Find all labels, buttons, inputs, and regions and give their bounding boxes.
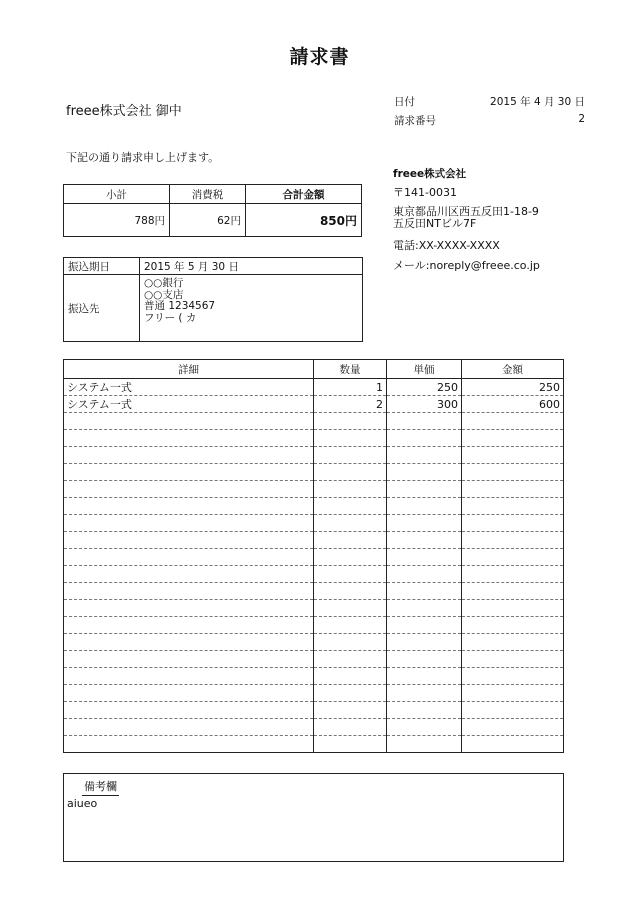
cell-description: システム一式	[64, 379, 314, 396]
cell-quantity	[314, 600, 387, 617]
cell-quantity	[314, 702, 387, 719]
bank-name: ○○銀行	[144, 277, 184, 289]
cell-amount: 250	[462, 379, 564, 396]
cell-quantity	[314, 668, 387, 685]
cell-unit-price	[387, 685, 462, 702]
invoice-title: 請求書	[289, 46, 350, 68]
cell-description	[64, 532, 314, 549]
cell-unit-price	[387, 430, 462, 447]
cell-quantity	[314, 464, 387, 481]
tax-value: 62円	[170, 204, 246, 237]
cell-amount	[462, 481, 564, 498]
table-row	[64, 413, 564, 430]
cell-unit-price	[387, 498, 462, 515]
cell-description	[64, 430, 314, 447]
table-row	[64, 651, 564, 668]
issuer-email: メール:noreply@freee.co.jp	[393, 259, 540, 272]
cell-description	[64, 668, 314, 685]
cell-amount	[462, 702, 564, 719]
cell-quantity	[314, 413, 387, 430]
cell-amount	[462, 617, 564, 634]
remarks-label: 備考欄	[82, 778, 119, 796]
subtotal-value: 788円	[64, 204, 170, 237]
cell-amount	[462, 736, 564, 753]
recipient-name: freee株式会社 御中	[66, 104, 182, 119]
cell-unit-price	[387, 719, 462, 736]
total-value: 850円	[246, 204, 362, 237]
table-row	[64, 549, 564, 566]
cell-unit-price	[387, 583, 462, 600]
cell-quantity: 2	[314, 396, 387, 413]
table-row	[64, 532, 564, 549]
table-row	[64, 481, 564, 498]
cell-amount	[462, 685, 564, 702]
cell-quantity	[314, 736, 387, 753]
detail-header-quantity: 数量	[314, 360, 387, 379]
cell-amount	[462, 515, 564, 532]
table-row	[64, 634, 564, 651]
cell-amount	[462, 413, 564, 430]
cell-quantity	[314, 532, 387, 549]
cell-description	[64, 515, 314, 532]
detail-table	[63, 359, 564, 753]
total-header: 合計金額	[246, 185, 362, 204]
cell-unit-price	[387, 515, 462, 532]
cell-amount	[462, 583, 564, 600]
cell-description	[64, 685, 314, 702]
cell-unit-price	[387, 600, 462, 617]
cell-amount	[462, 464, 564, 481]
cell-description	[64, 549, 314, 566]
cell-quantity	[314, 719, 387, 736]
issuer-address-line1: 東京都品川区西五反田1-18-9	[393, 205, 539, 218]
table-row	[64, 736, 564, 753]
cell-quantity	[314, 549, 387, 566]
cell-unit-price	[387, 481, 462, 498]
cell-description: システム一式	[64, 396, 314, 413]
cell-unit-price	[387, 413, 462, 430]
cell-unit-price	[387, 566, 462, 583]
cell-amount	[462, 600, 564, 617]
cell-amount	[462, 532, 564, 549]
cell-unit-price	[387, 549, 462, 566]
cell-description	[64, 736, 314, 753]
table-row	[64, 498, 564, 515]
cell-unit-price	[387, 634, 462, 651]
cell-quantity	[314, 617, 387, 634]
table-row	[64, 668, 564, 685]
issuer-address-line2: 五反田NTビル7F	[393, 217, 477, 230]
cell-unit-price	[387, 736, 462, 753]
issuer-phone: 電話:XX-XXXX-XXXX	[393, 239, 500, 252]
cell-unit-price	[387, 464, 462, 481]
cell-quantity	[314, 634, 387, 651]
detail-header-amount: 金額	[462, 360, 564, 379]
date-label: 日付	[394, 96, 415, 108]
cell-amount	[462, 668, 564, 685]
account-number: 普通 1234567	[144, 300, 216, 312]
subtotal-header: 小計	[64, 185, 170, 204]
cell-amount	[462, 634, 564, 651]
cell-quantity: 1	[314, 379, 387, 396]
account-label: 振込先	[64, 275, 140, 342]
issuer-name: freee株式会社	[393, 168, 467, 180]
cell-description	[64, 719, 314, 736]
cell-description	[64, 702, 314, 719]
cell-description	[64, 481, 314, 498]
account-holder: フリー ( カ	[144, 311, 197, 324]
cell-unit-price	[387, 532, 462, 549]
cell-description	[64, 464, 314, 481]
table-row	[64, 396, 564, 413]
cell-unit-price	[387, 668, 462, 685]
branch-name: ○○支店	[144, 288, 184, 301]
table-row	[64, 515, 564, 532]
invoice-number-value: 2	[578, 113, 585, 125]
cell-amount	[462, 430, 564, 447]
cell-quantity	[314, 566, 387, 583]
table-row	[64, 617, 564, 634]
table-row	[64, 583, 564, 600]
cell-unit-price: 300	[387, 396, 462, 413]
cell-description	[64, 566, 314, 583]
table-row	[64, 430, 564, 447]
cell-quantity	[314, 481, 387, 498]
cell-description	[64, 651, 314, 668]
cell-unit-price	[387, 447, 462, 464]
cell-description	[64, 498, 314, 515]
account-details	[140, 275, 363, 342]
cell-unit-price	[387, 702, 462, 719]
date-value: 2015 年 4 月 30 日	[490, 96, 585, 108]
cell-description	[64, 447, 314, 464]
cell-quantity	[314, 651, 387, 668]
detail-header-description: 詳細	[64, 360, 314, 379]
due-date-value: 2015 年 5 月 30 日	[140, 258, 363, 275]
cell-quantity	[314, 583, 387, 600]
cell-unit-price	[387, 617, 462, 634]
cell-amount	[462, 719, 564, 736]
cell-description	[64, 634, 314, 651]
detail-rows	[64, 379, 564, 753]
cell-unit-price: 250	[387, 379, 462, 396]
table-row	[64, 566, 564, 583]
cell-amount	[462, 498, 564, 515]
table-row	[64, 447, 564, 464]
cell-description	[64, 583, 314, 600]
cell-amount: 600	[462, 396, 564, 413]
cell-unit-price	[387, 651, 462, 668]
table-row	[64, 464, 564, 481]
cell-amount	[462, 566, 564, 583]
totals-table	[63, 184, 362, 237]
cell-quantity	[314, 515, 387, 532]
cell-amount	[462, 447, 564, 464]
table-row	[64, 379, 564, 396]
cell-quantity	[314, 447, 387, 464]
table-row	[64, 719, 564, 736]
cell-description	[64, 600, 314, 617]
cell-amount	[462, 651, 564, 668]
cell-quantity	[314, 430, 387, 447]
table-row	[64, 702, 564, 719]
table-row	[64, 685, 564, 702]
cell-description	[64, 617, 314, 634]
intro-text: 下記の通り請求申し上げます。	[66, 151, 220, 164]
cell-description	[64, 413, 314, 430]
detail-header-unit-price: 単価	[387, 360, 462, 379]
cell-amount	[462, 549, 564, 566]
issuer-postal: 〒141-0031	[393, 186, 457, 199]
due-date-label: 振込期日	[64, 258, 140, 275]
cell-quantity	[314, 685, 387, 702]
remarks-body: aiueo	[67, 797, 98, 810]
remarks-box	[63, 773, 564, 862]
payment-table	[63, 257, 363, 342]
tax-header: 消費税	[170, 185, 246, 204]
invoice-number-label: 請求番号	[394, 115, 436, 127]
cell-quantity	[314, 498, 387, 515]
table-row	[64, 600, 564, 617]
